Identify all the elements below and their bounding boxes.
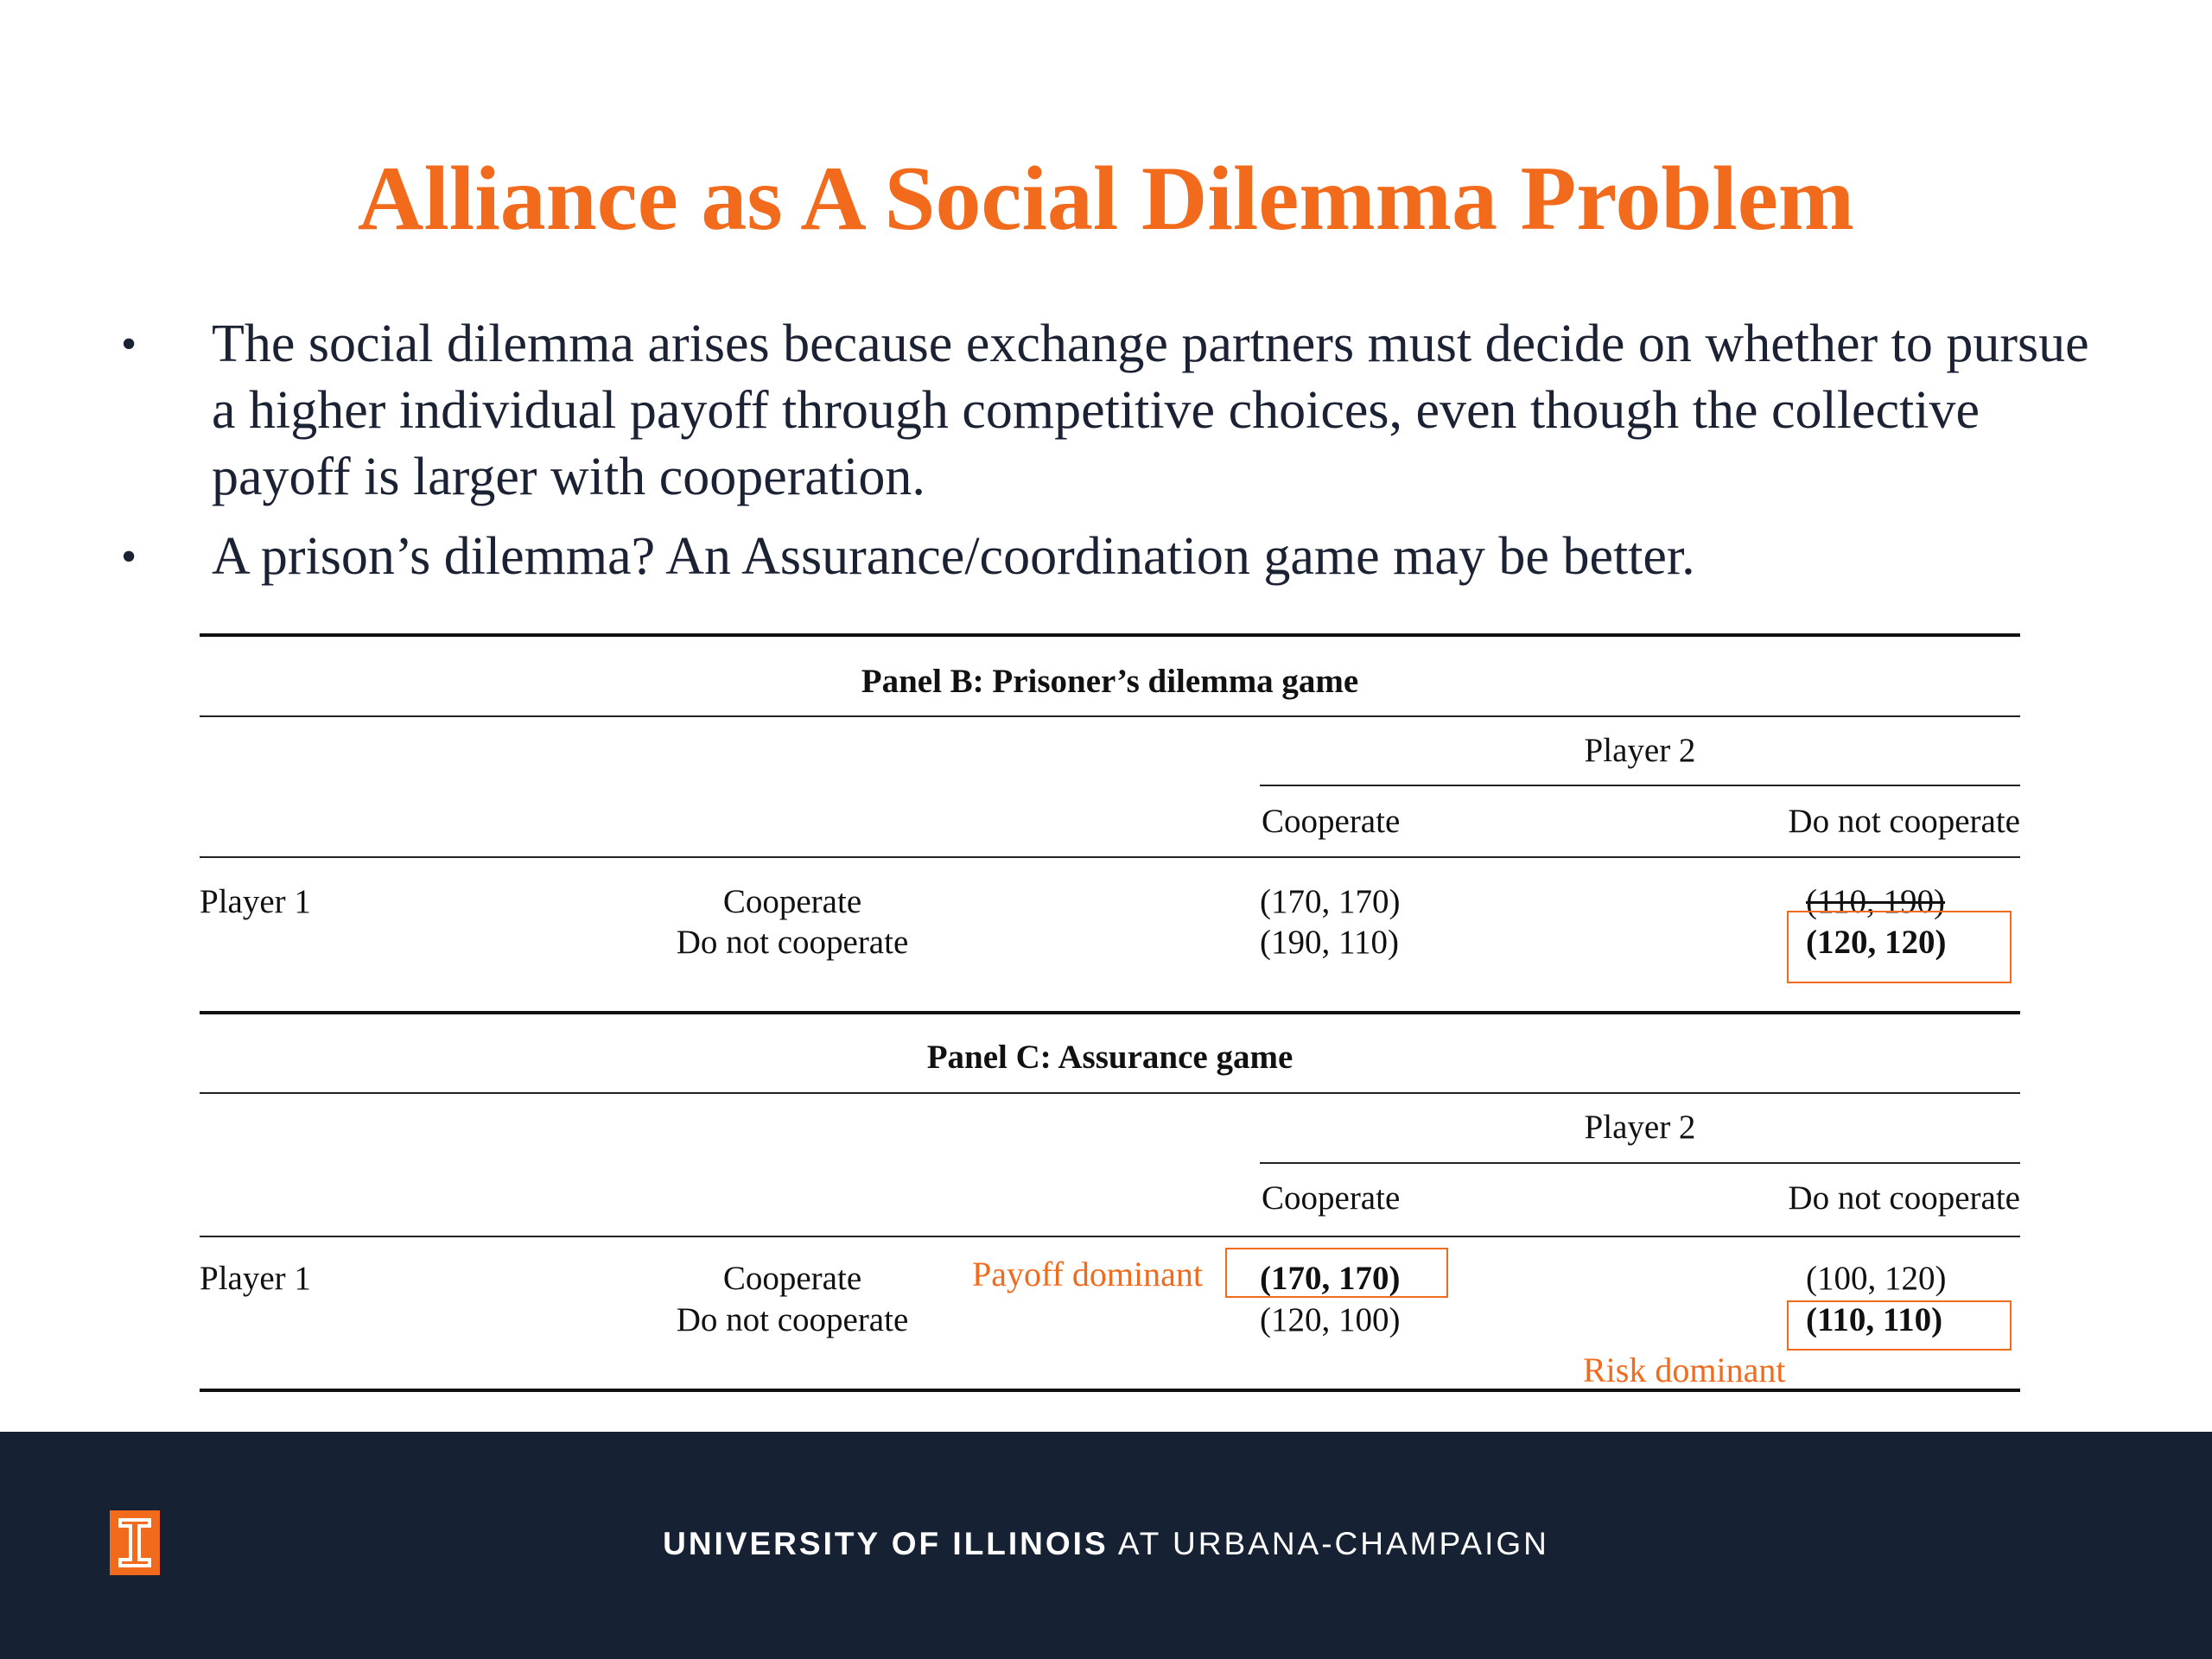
panel-b-cell: (170, 170): [1260, 883, 1401, 920]
panel-c-title: Panel C: Assurance game: [926, 1039, 1294, 1076]
panel-b-col-cooperate: Cooperate: [1262, 803, 1401, 840]
bullet-marker: •: [121, 532, 137, 582]
panel-c-cell-payoff-dominant: (170, 170): [1260, 1260, 1401, 1297]
panel-b-cell: (190, 110): [1260, 924, 1400, 961]
bullet-text: A prison’s dilemma? An Assurance/coordination game may be better.: [212, 527, 1695, 586]
panel-c-player2-label: Player 2: [1584, 1109, 1696, 1146]
bullet-list: [121, 311, 2108, 590]
panel-b-cell-equilibrium: (120, 120): [1806, 924, 1947, 961]
panel-c-title-rule: [200, 1092, 2020, 1094]
table-bottom-rule: [200, 1389, 2020, 1392]
panel-c-row-cooperate: Cooperate: [722, 1260, 862, 1297]
panel-c-player1-label: Player 1: [200, 1260, 311, 1297]
panel-b-col-not-cooperate: Do not cooperate: [1788, 803, 2020, 840]
panel-b-bottom-rule: [200, 1011, 2020, 1014]
panel-b-row-not-cooperate: Do not cooperate: [676, 924, 909, 961]
bullet-item: [121, 311, 2108, 511]
panel-b-player2-rule: [1260, 785, 2020, 786]
bullet-item: [121, 524, 2108, 590]
panel-b-equilibrium-highlight: [1787, 911, 2012, 983]
payoff-dominant-annotation: Payoff dominant: [972, 1255, 1204, 1294]
panel-c-col-cooperate: Cooperate: [1262, 1179, 1401, 1217]
panel-b-title-rule: [200, 715, 2020, 717]
panel-b-player1-label: Player 1: [200, 883, 311, 920]
panel-c-cell: (100, 120): [1806, 1260, 1947, 1297]
bullet-text: The social dilemma arises because exchange partners must decide on whether to pursue a higher individual payoff through competitive choices, even though the collective payoff is larger with cooperation.: [212, 315, 2089, 506]
panel-b-title: Panel B: Prisoner’s dilemma game: [861, 663, 1359, 700]
panel-c-cell-risk-dominant: (110, 110): [1806, 1301, 1943, 1338]
payoff-dominant-highlight: [1225, 1248, 1448, 1298]
panel-b-cell: (110, 190): [1806, 883, 1946, 920]
panel-c-player2-rule: [1260, 1162, 2020, 1164]
wordmark-bold: UNIVERSITY OF ILLINOIS: [663, 1526, 1109, 1561]
university-wordmark: [0, 1523, 2212, 1565]
panel-c-col-not-cooperate: Do not cooperate: [1788, 1179, 2020, 1217]
panel-b-row-cooperate: Cooperate: [722, 883, 862, 920]
panel-b-header-rule: [200, 856, 2020, 858]
slide-title: Alliance as A Social Dilemma Problem: [357, 148, 1855, 249]
wordmark-regular: AT URBANA-CHAMPAIGN: [1108, 1526, 1549, 1561]
risk-dominant-annotation: Risk dominant: [1583, 1351, 1786, 1389]
panel-b-player2-label: Player 2: [1584, 732, 1696, 769]
panel-c-header-rule: [200, 1236, 2020, 1237]
bullet-marker: •: [121, 320, 137, 369]
panel-c-cell: (120, 100): [1260, 1301, 1401, 1338]
panel-c-row-not-cooperate: Do not cooperate: [676, 1301, 909, 1338]
table-top-rule: [200, 633, 2020, 637]
risk-dominant-highlight: [1787, 1300, 2012, 1351]
